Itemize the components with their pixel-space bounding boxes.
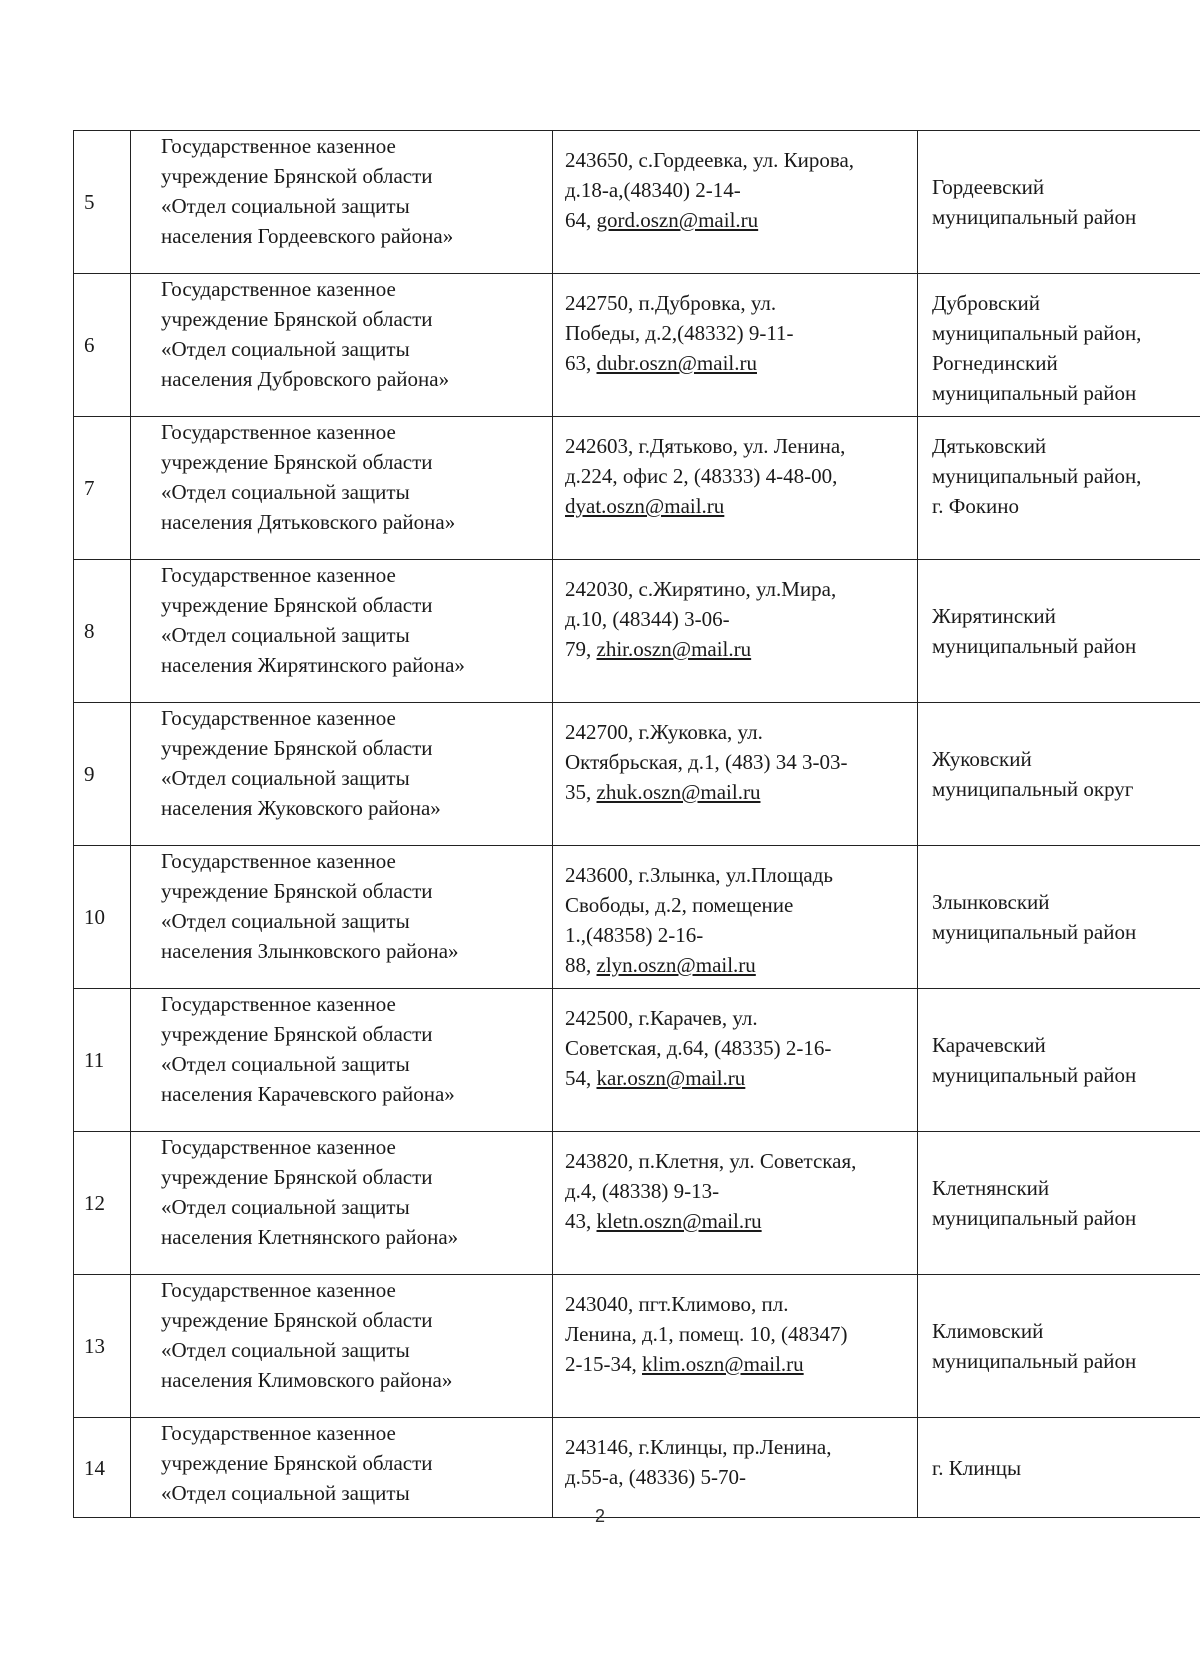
phone-suffix: 43, [565,1209,597,1233]
phone-suffix: 88, [565,953,597,977]
table-row [74,560,1200,703]
row-number-cell [74,846,131,989]
district-line: муниципальный район, [932,464,1142,488]
row-number: 8 [84,619,95,643]
organization-line: «Отдел социальной защиты [161,623,410,647]
address-line: д.224, офис 2, (48333) 4-48-00, [565,464,838,488]
organization-line: учреждение Брянской области [161,450,433,474]
organization-line: населения Жуковского района» [161,796,441,820]
organization-line: населения Дятьковского района» [161,510,456,534]
organization-line: Государственное казенное [161,1278,396,1302]
organization-line: Государственное казенное [161,849,396,873]
district-line: Злынковский [932,890,1050,914]
district-line: муниципальный округ [932,777,1134,801]
district-line: г. Клинцы [932,1455,1022,1480]
organization-cell [131,1275,553,1418]
district-line: Климовский [932,1319,1044,1343]
address-cell [553,846,918,989]
district-line: г. Фокино [932,494,1020,518]
organization-line: учреждение Брянской области [161,736,433,760]
organization-cell [131,846,553,989]
contact-line [565,634,909,664]
organization-line: населения Гордеевского района» [161,224,454,248]
address-line: 242030, с.Жирятино, ул.Мира, [565,577,837,601]
district-cell [918,131,1200,274]
organization-line: населения Злынковского района» [161,939,459,963]
organization-cell [131,703,553,846]
district-line: Клетнянский [932,1176,1050,1200]
row-number: 9 [84,762,95,786]
organization-line: учреждение Брянской области [161,164,433,188]
district-line: Рогнединский [932,351,1058,375]
row-number-cell [74,1275,131,1418]
email-link[interactable]: dyat.oszn@mail.ru [565,494,725,518]
organization-line: Государственное казенное [161,563,396,587]
organization-line: Государственное казенное [161,277,396,301]
email-link[interactable]: klim.oszn@mail.ru [642,1352,804,1376]
address-line: Победы, д.2,(48332) 9-11- [565,321,794,345]
address-line: 242750, п.Дубровка, ул. [565,291,777,315]
contact-line [565,777,909,807]
address-line: 243820, п.Клетня, ул. Советская, [565,1149,857,1173]
contact-line [565,950,909,980]
address-line: 242500, г.Карачев, ул. [565,1006,758,1030]
organization-line: Государственное казенное [161,706,396,730]
address-line: 243650, с.Гордеевка, ул. Кирова, [565,148,855,172]
district-line: Жуковский [932,747,1032,771]
district-line: муниципальный район [932,920,1137,944]
contact-line [565,491,909,521]
email-link[interactable]: zhir.oszn@mail.ru [596,637,752,661]
row-number-cell [74,131,131,274]
row-number: 10 [84,905,105,929]
address-line: 243600, г.Злынка, ул.Площадь [565,863,833,887]
row-number-cell [74,989,131,1132]
organization-line: «Отдел социальной защиты [161,480,410,504]
table-row [74,989,1200,1132]
address-line: Советская, д.64, (48335) 2-16- [565,1036,832,1060]
district-cell [918,560,1200,703]
district-line: Гордеевский [932,175,1045,199]
phone-suffix: 35, [565,780,597,804]
organization-line: населения Карачевского района» [161,1082,455,1106]
organization-line: Государственное казенное [161,420,396,444]
registry-table-body [74,131,1200,1518]
organization-line: «Отдел социальной защиты [161,337,410,361]
row-number: 5 [84,190,95,214]
phone-suffix: 2-15-34, [565,1352,642,1376]
district-line: Дубровский [932,291,1041,315]
row-number: 7 [84,476,95,500]
organization-line: учреждение Брянской области [161,307,433,331]
address-cell [553,274,918,417]
email-link[interactable]: zlyn.oszn@mail.ru [596,953,756,977]
contact-line [565,205,909,235]
district-cell [918,417,1200,560]
address-line: д.18-а,(48340) 2-14- [565,178,741,202]
organization-line: учреждение Брянской области [161,1451,433,1475]
organization-cell [131,131,553,274]
row-number: 14 [84,1455,105,1480]
registry-table [73,130,1200,1518]
organization-line: населения Дубровского района» [161,367,450,391]
table-row [74,417,1200,560]
address-line: 243146, г.Клинцы, пр.Ленина, [565,1435,832,1459]
organization-line: «Отдел социальной защиты [161,1052,410,1076]
row-number-cell [74,274,131,417]
organization-cell [131,274,553,417]
district-cell [918,989,1200,1132]
email-link[interactable]: kletn.oszn@mail.ru [596,1209,762,1233]
organization-line: Государственное казенное [161,992,396,1016]
district-line: муниципальный район [932,381,1137,405]
district-cell [918,274,1200,417]
district-cell [918,1275,1200,1418]
email-link[interactable]: dubr.oszn@mail.ru [596,351,757,375]
organization-cell [131,560,553,703]
organization-line: «Отдел социальной защиты [161,194,410,218]
row-number: 11 [84,1048,105,1072]
district-line: Жирятинский [932,604,1056,628]
organization-cell [131,989,553,1132]
address-line: д.55-а, (48336) 5-70- [565,1465,746,1489]
page-number: 2 [594,1506,605,1526]
address-cell [553,1418,918,1518]
organization-line: «Отдел социальной защиты [161,1195,410,1219]
contact-line [565,1206,909,1236]
phone-suffix: 63, [565,351,597,375]
address-cell [553,131,918,274]
address-cell [553,1275,918,1418]
table-row [74,131,1200,274]
organization-line: Государственное казенное [161,1421,396,1445]
district-cell [918,1132,1200,1275]
district-line: муниципальный район [932,1349,1137,1373]
row-number-cell [74,560,131,703]
organization-line: Государственное казенное [161,1135,396,1159]
organization-line: «Отдел социальной защиты [161,909,410,933]
organization-cell [131,417,553,560]
row-number-cell [74,417,131,560]
organization-line: учреждение Брянской области [161,1022,433,1046]
organization-line: «Отдел социальной защиты [161,1338,410,1362]
row-number-cell [74,1418,131,1518]
table-row [74,1132,1200,1275]
row-number-cell [74,1132,131,1275]
organization-line: «Отдел социальной защиты [161,1481,410,1505]
address-line: Ленина, д.1, помещ. 10, (48347) [565,1322,848,1346]
organization-line: населения Жирятинского района» [161,653,465,677]
phone-suffix: 54, [565,1066,597,1090]
district-line: муниципальный район [932,1206,1137,1230]
row-number: 12 [84,1191,105,1215]
address-cell [553,1132,918,1275]
phone-suffix: 64, [565,208,597,232]
row-number: 13 [84,1334,105,1358]
address-line: 242603, г.Дятьково, ул. Ленина, [565,434,846,458]
address-line: Свободы, д.2, помещение [565,893,794,917]
address-line: 242700, г.Жуковка, ул. [565,720,763,744]
organization-line: учреждение Брянской области [161,593,433,617]
district-line: муниципальный район [932,1063,1137,1087]
district-line: Карачевский [932,1033,1046,1057]
contact-line [565,1349,909,1379]
contact-line [565,348,909,378]
address-cell [553,703,918,846]
address-line: д.4, (48338) 9-13- [565,1179,720,1203]
organization-cell [131,1418,553,1518]
district-line: Дятьковский [932,434,1047,458]
address-cell [553,989,918,1132]
phone-suffix: 79, [565,637,597,661]
organization-line: «Отдел социальной защиты [161,766,410,790]
district-cell [918,703,1200,846]
district-line: муниципальный район [932,634,1137,658]
address-cell [553,417,918,560]
email-link[interactable]: gord.oszn@mail.ru [596,208,759,232]
table-row [74,846,1200,989]
organization-line: населения Климовского района» [161,1368,453,1392]
row-number: 6 [84,333,95,357]
address-line: Октябрьская, д.1, (483) 34 3-03- [565,750,848,774]
organization-line: Государственное казенное [161,134,396,158]
district-line: муниципальный район, [932,321,1142,345]
email-link[interactable]: kar.oszn@mail.ru [596,1066,746,1090]
address-line: д.10, (48344) 3-06- [565,607,730,631]
address-line: 243040, пгт.Климово, пл. [565,1292,789,1316]
organization-line: учреждение Брянской области [161,879,433,903]
address-line: 1.,(48358) 2-16- [565,923,704,947]
organization-line: населения Клетнянского района» [161,1225,459,1249]
organization-cell [131,1132,553,1275]
district-cell [918,1418,1200,1518]
district-cell [918,846,1200,989]
organization-line: учреждение Брянской области [161,1165,433,1189]
email-link[interactable]: zhuk.oszn@mail.ru [596,780,761,804]
table-row [74,274,1200,417]
table-row [74,1275,1200,1418]
contact-line [565,1063,909,1093]
address-cell [553,560,918,703]
table-row [74,703,1200,846]
row-number-cell [74,703,131,846]
district-line: муниципальный район [932,205,1137,229]
table-row [74,1418,1200,1518]
organization-line: учреждение Брянской области [161,1308,433,1332]
